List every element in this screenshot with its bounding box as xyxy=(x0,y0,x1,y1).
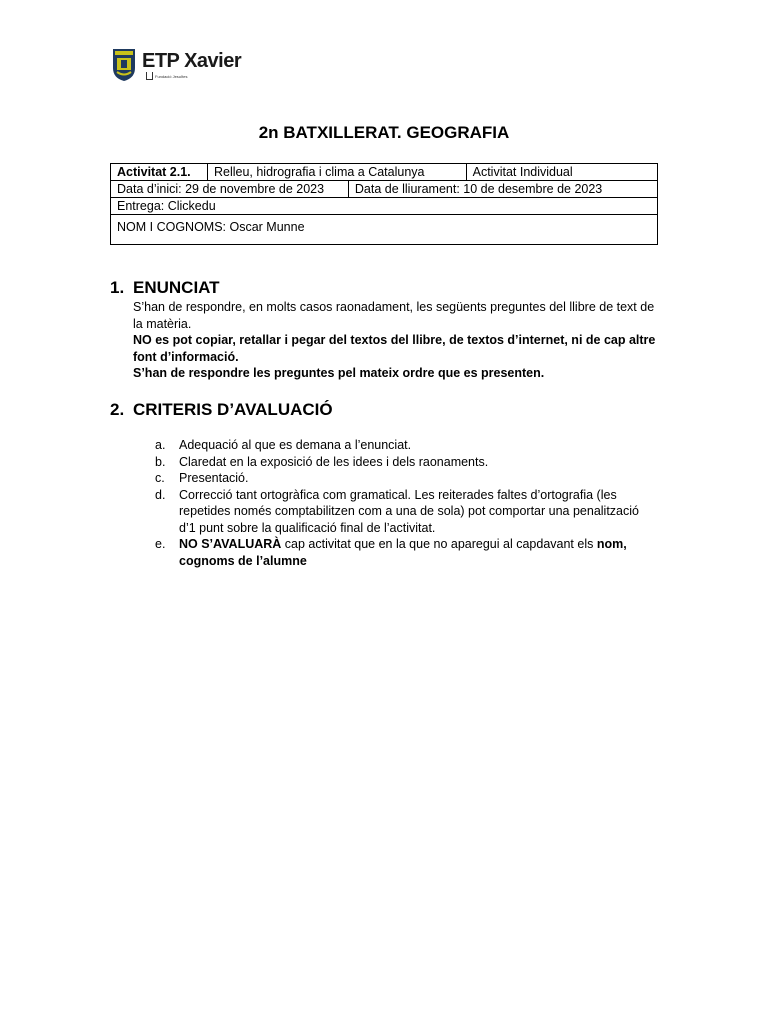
activity-info-table xyxy=(110,163,658,245)
due-date: Data de lliurament: 10 de desembre de 2023 xyxy=(348,181,657,198)
delivery-platform: Entrega: Clickedu xyxy=(111,198,658,215)
activity-label: Activitat 2.1. xyxy=(111,164,208,181)
section-heading-criteris: 2. CRITERIS D’AVALUACIÓ xyxy=(110,400,333,419)
page-title: 2n BATXILLERAT. GEOGRAFIA xyxy=(258,123,510,142)
list-item: b. Claredat en la exposició de les idees i dels raonaments. xyxy=(155,454,489,469)
logo-subtitle: Fundació Jesuïtes xyxy=(146,72,241,80)
enunciat-text xyxy=(133,299,663,382)
shield-icon xyxy=(112,48,136,82)
list-item: a. Adequació al que es demana a l’enunciat. xyxy=(155,438,412,452)
logo-name: ETP Xavier xyxy=(142,50,242,72)
activity-type: Activitat Individual xyxy=(466,164,657,181)
section-heading-enunciat: 1. ENUNCIAT xyxy=(110,278,220,297)
enunciat-paragraph: NO es pot copiar, retallar i pegar del textos del llibre, de textos d’internet, ni de cap altre font d’informació. xyxy=(133,333,656,364)
etp-xavier-logo xyxy=(112,48,241,82)
enunciat-paragraph: S’han de respondre les preguntes pel mateix ordre que es presenten. xyxy=(133,366,545,380)
list-item: d. Correcció tant ortogràfica com gramatical. Les reiterades faltes d’ortografia (les repetides només comptabilitzen com a una de sola) pot comportar una penalització d’1 punt sobre la qualificació final de l’activitat. xyxy=(155,487,639,535)
criteria-list xyxy=(155,437,655,569)
list-item: c. Presentació. xyxy=(155,471,249,485)
start-date: Data d’inici: 29 de novembre de 2023 xyxy=(111,181,349,198)
student-name: NOM I COGNOMS: Oscar Munne xyxy=(111,215,658,245)
enunciat-paragraph: S’han de respondre, en molts casos raonadament, les següents preguntes del llibre de text de la matèria. xyxy=(133,300,655,331)
activity-name: Relleu, hidrografia i clima a Catalunya xyxy=(207,164,466,181)
list-item: e. NO S’AVALUARÀ cap activitat que en la que no aparegui al capdavant els nom, cognoms de l’alumne xyxy=(155,537,627,568)
